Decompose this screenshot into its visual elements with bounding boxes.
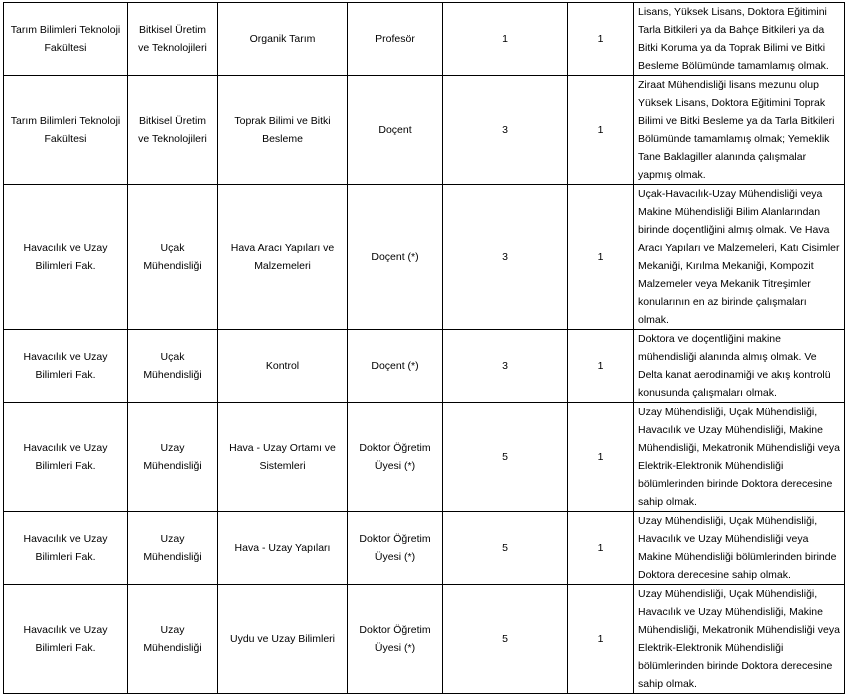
faculty-cell: Havacılık ve Uzay Bilimleri Fak.: [4, 512, 128, 585]
program-cell: Hava - Uzay Yapıları: [218, 512, 348, 585]
faculty-cell: Tarım Bilimleri Teknoloji Fakültesi: [4, 3, 128, 76]
table-row: [4, 585, 845, 694]
department-cell: Uzay Mühendisliği: [128, 512, 218, 585]
requirements-cell: Uçak-Havacılık-Uzay Mühendisliği veya Makine Mühendisliği Bilim Alanlarından birinde doçentliğini almış olmak. Ve Hava Aracı Yapıları ve Malzemeleri, Katı Cisimler Mekaniği, Kırılma Mekaniği, Kompozit Malzemeler veya Mekanik Titreşimler konularının en az birinde çalışmaları olmak.: [634, 185, 845, 330]
department-cell: Uzay Mühendisliği: [128, 403, 218, 512]
staff-cell: 1: [443, 3, 568, 76]
count-cell: 1: [568, 185, 634, 330]
faculty-cell: Havacılık ve Uzay Bilimleri Fak.: [4, 585, 128, 694]
requirements-cell: Doktora ve doçentliğini makine mühendisliği alanında almış olmak. Ve Delta kanat aerodinamiği ve akış kontrolü konusunda çalışmaları olmak.: [634, 330, 845, 403]
faculty-cell: Havacılık ve Uzay Bilimleri Fak.: [4, 185, 128, 330]
faculty-cell: Havacılık ve Uzay Bilimleri Fak.: [4, 403, 128, 512]
table-row: [4, 3, 845, 76]
department-cell: Bitkisel Üretim ve Teknolojileri: [128, 76, 218, 185]
count-cell: 1: [568, 585, 634, 694]
program-cell: Kontrol: [218, 330, 348, 403]
table-row: [4, 512, 845, 585]
title-cell: Doçent (*): [348, 185, 443, 330]
staff-cell: 3: [443, 330, 568, 403]
title-cell: Doktor Öğretim Üyesi (*): [348, 512, 443, 585]
department-cell: Uzay Mühendisliği: [128, 585, 218, 694]
table-row: [4, 330, 845, 403]
count-cell: 1: [568, 3, 634, 76]
title-cell: Doçent (*): [348, 330, 443, 403]
positions-table: [3, 2, 845, 694]
count-cell: 1: [568, 76, 634, 185]
program-cell: Organik Tarım: [218, 3, 348, 76]
table-row: [4, 76, 845, 185]
count-cell: 1: [568, 512, 634, 585]
table-row: [4, 403, 845, 512]
staff-cell: 3: [443, 76, 568, 185]
requirements-cell: Ziraat Mühendisliği lisans mezunu olup Yüksek Lisans, Doktora Eğitimini Toprak Bilimi ve Bitki Besleme ya da Tarla Bitkileri Bölümünde tamamlamış olmak; Yemeklik Tane Baklagiller alanında çalışmalar yapmış olmak.: [634, 76, 845, 185]
requirements-cell: Uzay Mühendisliği, Uçak Mühendisliği, Havacılık ve Uzay Mühendisliği, Makine Mühendisliği, Mekatronik Mühendisliği veya Elektrik-Elektronik Mühendisliği bölümlerinden birinde Doktora derecesine sahip olmak.: [634, 403, 845, 512]
program-cell: Uydu ve Uzay Bilimleri: [218, 585, 348, 694]
faculty-cell: Tarım Bilimleri Teknoloji Fakültesi: [4, 76, 128, 185]
staff-cell: 5: [443, 585, 568, 694]
staff-cell: 5: [443, 403, 568, 512]
program-cell: Toprak Bilimi ve Bitki Besleme: [218, 76, 348, 185]
count-cell: 1: [568, 403, 634, 512]
title-cell: Doktor Öğretim Üyesi (*): [348, 585, 443, 694]
title-cell: Doktor Öğretim Üyesi (*): [348, 403, 443, 512]
staff-cell: 3: [443, 185, 568, 330]
count-cell: 1: [568, 330, 634, 403]
table-row: [4, 185, 845, 330]
staff-cell: 5: [443, 512, 568, 585]
faculty-cell: Havacılık ve Uzay Bilimleri Fak.: [4, 330, 128, 403]
department-cell: Uçak Mühendisliği: [128, 185, 218, 330]
requirements-cell: Lisans, Yüksek Lisans, Doktora Eğitimini Tarla Bitkileri ya da Bahçe Bitkileri ya da Bitki Koruma ya da Toprak Bilimi ve Bitki Besleme Bölümünde tamamlamış olmak.: [634, 3, 845, 76]
requirements-cell: Uzay Mühendisliği, Uçak Mühendisliği, Havacılık ve Uzay Mühendisliği veya Makine Mühendisliği bölümlerinden birinde Doktora derecesine sahip olmak.: [634, 512, 845, 585]
title-cell: Profesör: [348, 3, 443, 76]
program-cell: Hava - Uzay Ortamı ve Sistemleri: [218, 403, 348, 512]
requirements-cell: Uzay Mühendisliği, Uçak Mühendisliği, Havacılık ve Uzay Mühendisliği, Makine Mühendisliği, Mekatronik Mühendisliği veya Elektrik-Elektronik Mühendisliği bölümlerinden birinde Doktora derecesine sahip olmak.: [634, 585, 845, 694]
department-cell: Bitkisel Üretim ve Teknolojileri: [128, 3, 218, 76]
program-cell: Hava Aracı Yapıları ve Malzemeleri: [218, 185, 348, 330]
title-cell: Doçent: [348, 76, 443, 185]
department-cell: Uçak Mühendisliği: [128, 330, 218, 403]
